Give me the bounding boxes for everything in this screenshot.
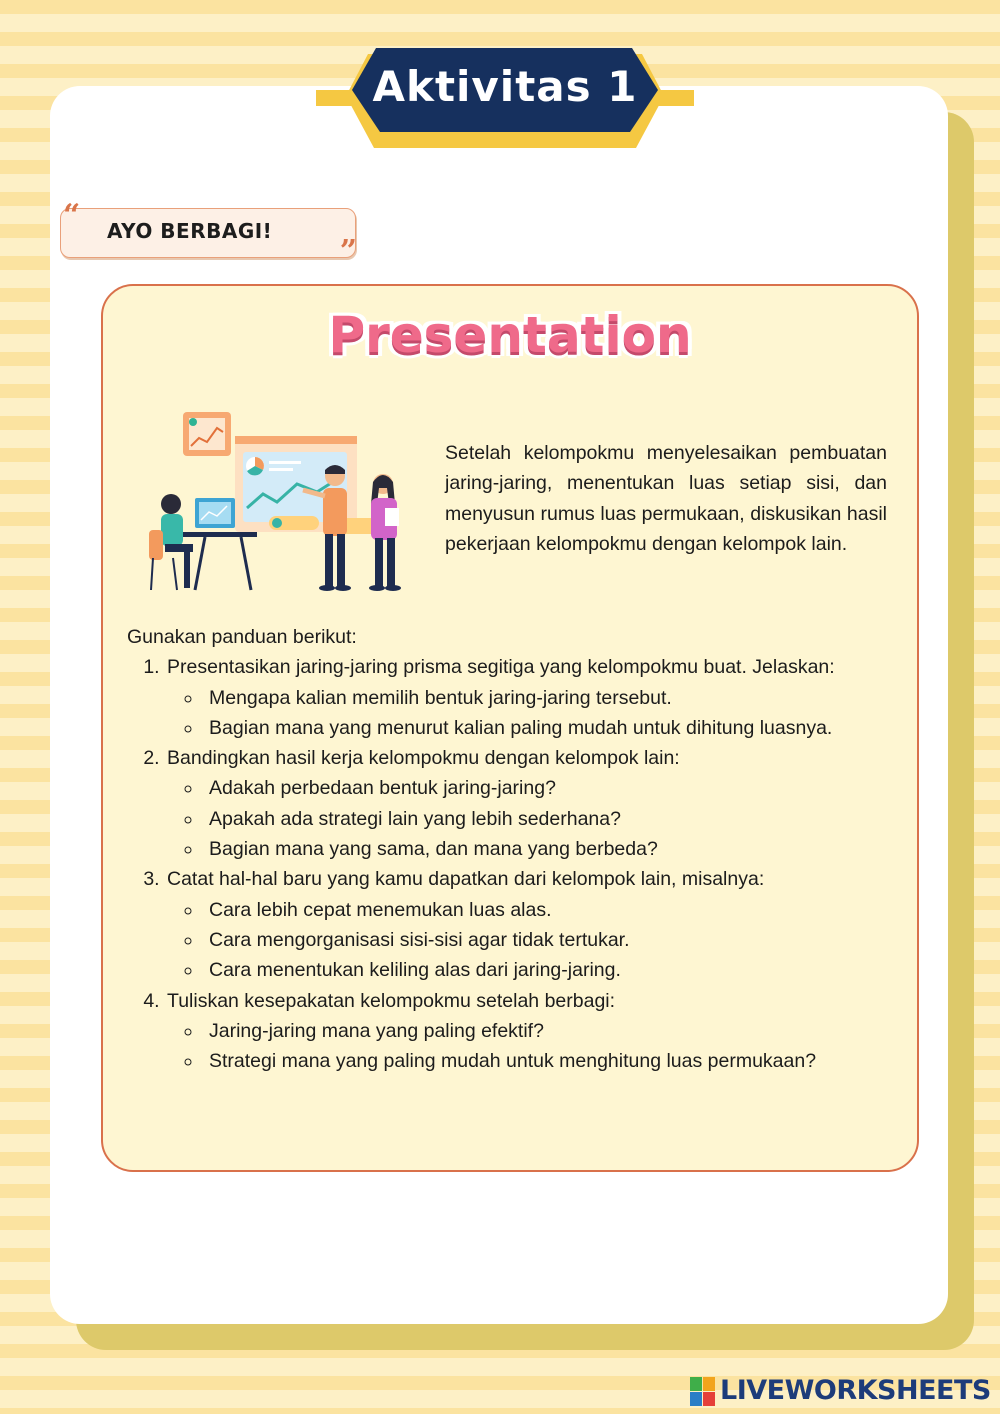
bullet-item: ◦ Adakah perbedaan bentuk jaring-jaring?	[203, 773, 895, 803]
guide-section	[127, 622, 895, 1076]
liveworksheets-logo-icon	[690, 1377, 716, 1407]
guide-step: 1. Presentasikan jaring-jaring prisma segitiga yang kelompokmu buat. Jelaskan: ◦ Mengapa kalian memilih bentuk jaring-jaring tersebut. ◦ Bagian mana yang menurut kalian paling mudah untuk dihitung luasnya.	[165, 652, 895, 743]
bullet-item: ◦ Bagian mana yang sama, dan mana yang berbeda?	[203, 834, 895, 864]
guide-step: 3. Catat hal-hal baru yang kamu dapatkan dari kelompok lain, misalnya: ◦ Cara lebih cepat menemukan luas alas. ◦ Cara mengorganisasi sisi-sisi agar tidak tertukar. ◦ Cara menentukan keliling alas dari jaring-jaring.	[165, 864, 895, 985]
guide-step: 4. Tuliskan kesepakatan kelompokmu setelah berbagi: ◦ Jaring-jaring mana yang paling efektif? ◦ Strategi mana yang paling mudah untuk menghitung luas permukaan?	[165, 986, 895, 1077]
presentation-title: Presentation	[328, 306, 692, 364]
presentation-box	[101, 284, 919, 1172]
presentation-illustration	[147, 408, 407, 592]
bullet-item: ◦ Cara lebih cepat menemukan luas alas.	[203, 895, 895, 925]
bullet-item: ◦ Apakah ada strategi lain yang lebih sederhana?	[203, 804, 895, 834]
section-label: AYO BERBAGI!	[107, 219, 273, 243]
bullet-item: ◦ Jaring-jaring mana yang paling efektif?	[203, 1016, 895, 1046]
bullet-item: ◦ Cara mengorganisasi sisi-sisi agar tidak tertukar.	[203, 925, 895, 955]
open-quote-icon: “	[63, 198, 81, 233]
guide-step: 2. Bandingkan hasil kerja kelompokmu dengan kelompok lain: ◦ Adakah perbedaan bentuk jaring-jaring? ◦ Apakah ada strategi lain yang lebih sederhana? ◦ Bagian mana yang sama, dan mana yang berbeda?	[165, 743, 895, 864]
guide-steps	[127, 652, 895, 1076]
title-banner	[316, 48, 694, 152]
section-label-box	[60, 198, 357, 269]
guide-label: Gunakan panduan berikut:	[127, 626, 357, 648]
bullet-item: ◦ Strategi mana yang paling mudah untuk menghitung luas permukaan?	[203, 1046, 895, 1076]
bullet-item: ◦ Bagian mana yang menurut kalian paling mudah untuk dihitung luasnya.	[203, 713, 895, 743]
bullet-item: ◦ Cara menentukan keliling alas dari jaring-jaring.	[203, 955, 895, 985]
bullet-item: ◦ Mengapa kalian memilih bentuk jaring-jaring tersebut.	[203, 683, 895, 713]
liveworksheets-brand: LIVEWORKSHEETS	[720, 1375, 991, 1406]
page-title: Aktivitas 1	[372, 62, 638, 111]
close-quote-icon: ”	[339, 234, 357, 269]
intro-paragraph: Setelah kelompokmu menyelesaikan pembuatan jaring-jaring, menentukan luas setiap sisi, dan menyusun rumus luas permukaan, diskusikan hasil pekerjaan kelompokmu dengan kelompok lain.	[445, 442, 887, 555]
